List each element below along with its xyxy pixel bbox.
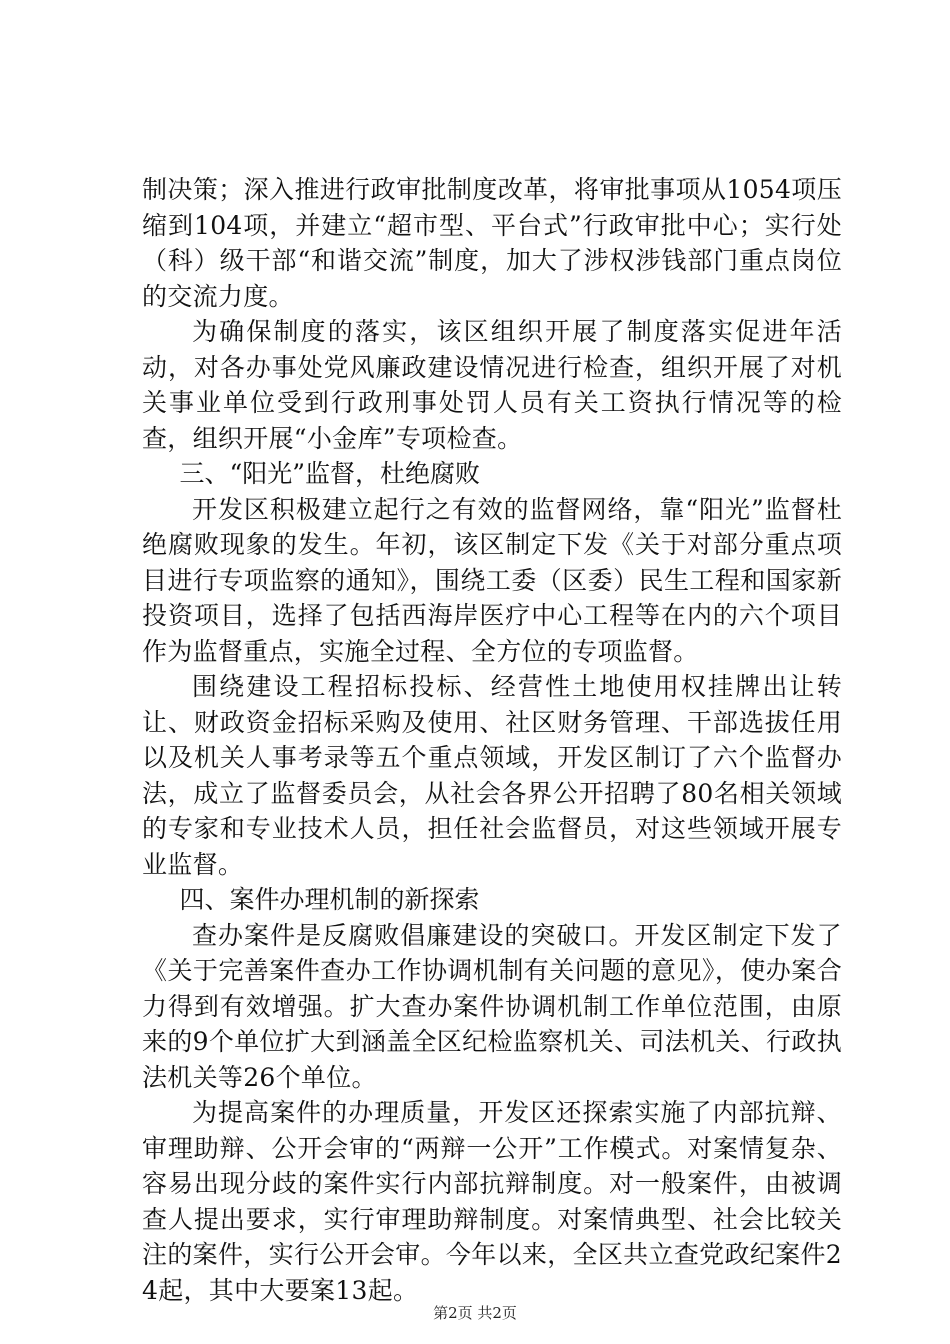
paragraph-supervision-network: 开发区积极建立起行之有效的监督网络，靠“阳光”监督杜绝腐败现象的发生。年初，该区制定下发《关于对部分重点项目进行专项监察的通知》，围绕工委（区委）民生工程和国家新投资项目，选择了包括西海岸医疗中心工程等在内的六个项目作为监督重点，实施全过程、全方位的专项监督。 xyxy=(142,494,842,666)
page-footer: 第2页 共2页 xyxy=(433,1304,517,1322)
section-heading-3: 三、“阳光”监督，杜绝腐败 xyxy=(179,459,481,488)
paragraph-continued: 制决策；深入推进行政审批制度改革，将审批事项从1054项压缩到104项，并建立“超市型、平台式”行政审批中心；实行处（科）级干部“和谐交流”制度，加大了涉权涉钱部门重点岗位的交流力度。 xyxy=(142,175,842,311)
paragraph-key-areas: 围绕建设工程招标投标、经营性土地使用权挂牌出让转让、财政资金招标采购及使用、社区财务管理、干部选拔任用以及机关人事考录等五个重点领域，开发区制订了六个监督办法，成立了监督委员会，从社会各界公开招聘了80名相关领域的专家和专业技术人员，担任社会监督员，对这些领域开展专业监督。 xyxy=(142,672,842,879)
paragraph-case-quality: 为提高案件的办理质量，开发区还探索实施了内部抗辩、审理助辩、公开会审的“两辩一公开”工作模式。对案情复杂、容易出现分歧的案件实行内部抗辩制度。对一般案件，由被调查人提出要求，实行审理助辩制度。对案情典型、社会比较关注的案件，实行公开会审。今年以来，全区共立查党政纪案件24起，其中大要案13起。 xyxy=(142,1098,842,1305)
paragraph-case-handling: 查办案件是反腐败倡廉建设的突破口。开发区制定下发了《关于完善案件查办工作协调机制有关问题的意见》，使办案合力得到有效增强。扩大查办案件协调机制工作单位范围，由原来的9个单位扩大到涵盖全区纪检监察机关、司法机关、行政执法机关等26个单位。 xyxy=(142,920,842,1092)
paragraph-system-implementation: 为确保制度的落实，该区组织开展了制度落实促进年活动，对各办事处党风廉政建设情况进行检查，组织开展了对机关事业单位受到行政刑事处罚人员有关工资执行情况等的检查，组织开展“小金库”专项检查。 xyxy=(142,317,842,453)
document-body xyxy=(142,172,842,1308)
section-heading-4: 四、案件办理机制的新探索 xyxy=(179,885,480,914)
